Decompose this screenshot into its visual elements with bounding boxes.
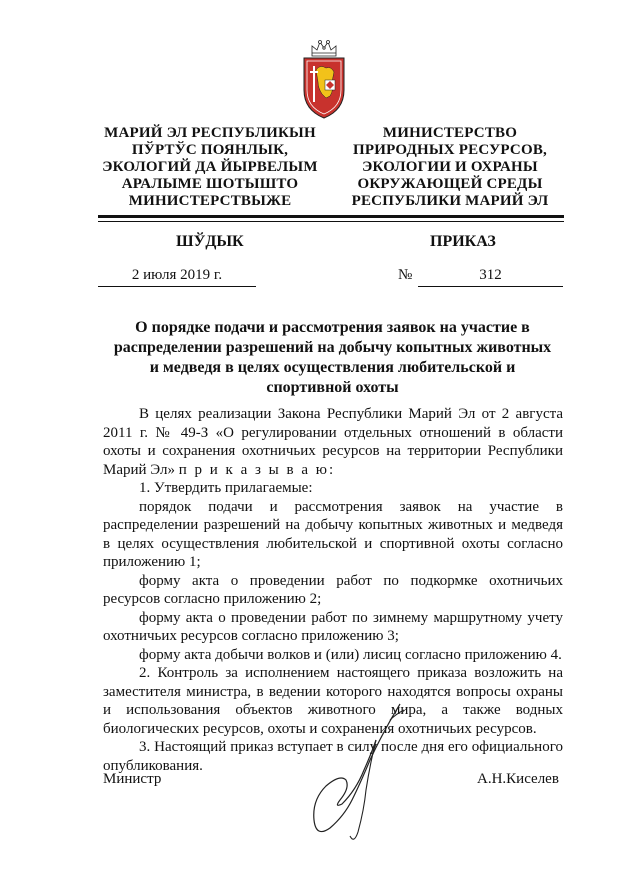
document-title: О порядке подачи и рассмотрения заявок на участие в распределении разрешений на добычу копытных животных и медведя в целях осуществления любительской и спортивной охоты (113, 319, 552, 396)
body-paragraph: порядок подачи и рассмотрения заявок на участие в распределении разрешений на добычу копытных животных и медведя в целях осуществления любительской и спортивной охоты согласно приложению 1; (103, 498, 563, 570)
org-line: РЕСПУБЛИКИ МАРИЙ ЭЛ (351, 193, 549, 209)
org-line: МАРИЙ ЭЛ РЕСПУБЛИКЫН (104, 125, 316, 141)
handwritten-signature (300, 700, 420, 850)
ministry-name-russian (335, 125, 565, 210)
signer-name: А.Н.Киселев (477, 771, 559, 787)
doc-type-russian: ПРИКАЗ (430, 233, 496, 250)
body-paragraph: 2. Контроль за исполнением настоящего приказа возложить на заместителя министра, в ведении которого находятся вопросы охраны и использования объектов животного мира, а также водных биологических ресурсов, охоты и сохранения охотничьих ресурсов. (103, 665, 563, 737)
ministry-name-mari (100, 125, 320, 210)
signer-role: Министр (103, 771, 162, 787)
body-paragraph: 1. Утвердить прилагаемые: (139, 480, 313, 496)
doc-type-mari: ШЎДЫК (176, 233, 244, 250)
coat-of-arms-emblem (298, 38, 350, 120)
number-sign: № (398, 267, 413, 283)
org-line: МИНИСТЕРСТВО (382, 125, 518, 141)
header-divider-thin (98, 221, 564, 222)
header-divider-thick (98, 215, 564, 218)
org-line: АРАЛЫМЕ ШОТЫШТО (121, 176, 299, 192)
body-paragraph-intro (103, 405, 563, 479)
body-paragraph: форму акта добычи волков и (или) лисиц согласно приложению 4. (139, 646, 562, 663)
order-number: 312 (418, 267, 563, 287)
org-line: ПРИРОДНЫХ РЕСУРСОВ, (352, 142, 547, 158)
order-word: п р и к а з ы в а ю: (178, 461, 336, 478)
org-line: ОКРУЖАЮЩЕЙ СРЕДЫ (357, 176, 543, 192)
body-paragraph: форму акта о проведении работ по подкормке охотничьих ресурсов согласно приложению 2; (103, 572, 563, 607)
org-line: ПЎРТЎС ПОЯНЛЫК, (131, 142, 289, 158)
body-paragraph: 3. Настоящий приказ вступает в силу после дня его официального опубликования. (103, 739, 563, 774)
intro-text: В целях реализации Закона Республики Марий Эл от 2 августа 2011 г. № 49-З «О регулировании отдельных отношений в области охоты и сохранения охотничьих ресурсов на территории Республики Марий Эл» (103, 406, 563, 478)
order-date: 2 июля 2019 г. (98, 267, 256, 287)
org-line: ЭКОЛОГИЙ ДА ЙЫРВЕЛЫМ (102, 159, 318, 175)
body-paragraph: форму акта о проведении работ по зимнему маршрутному учету охотничьих ресурсов согласно приложению 3; (103, 609, 563, 644)
org-line: ЭКОЛОГИИ И ОХРАНЫ (362, 159, 538, 175)
org-line: МИНИСТЕРСТВЫЖЕ (128, 193, 292, 209)
